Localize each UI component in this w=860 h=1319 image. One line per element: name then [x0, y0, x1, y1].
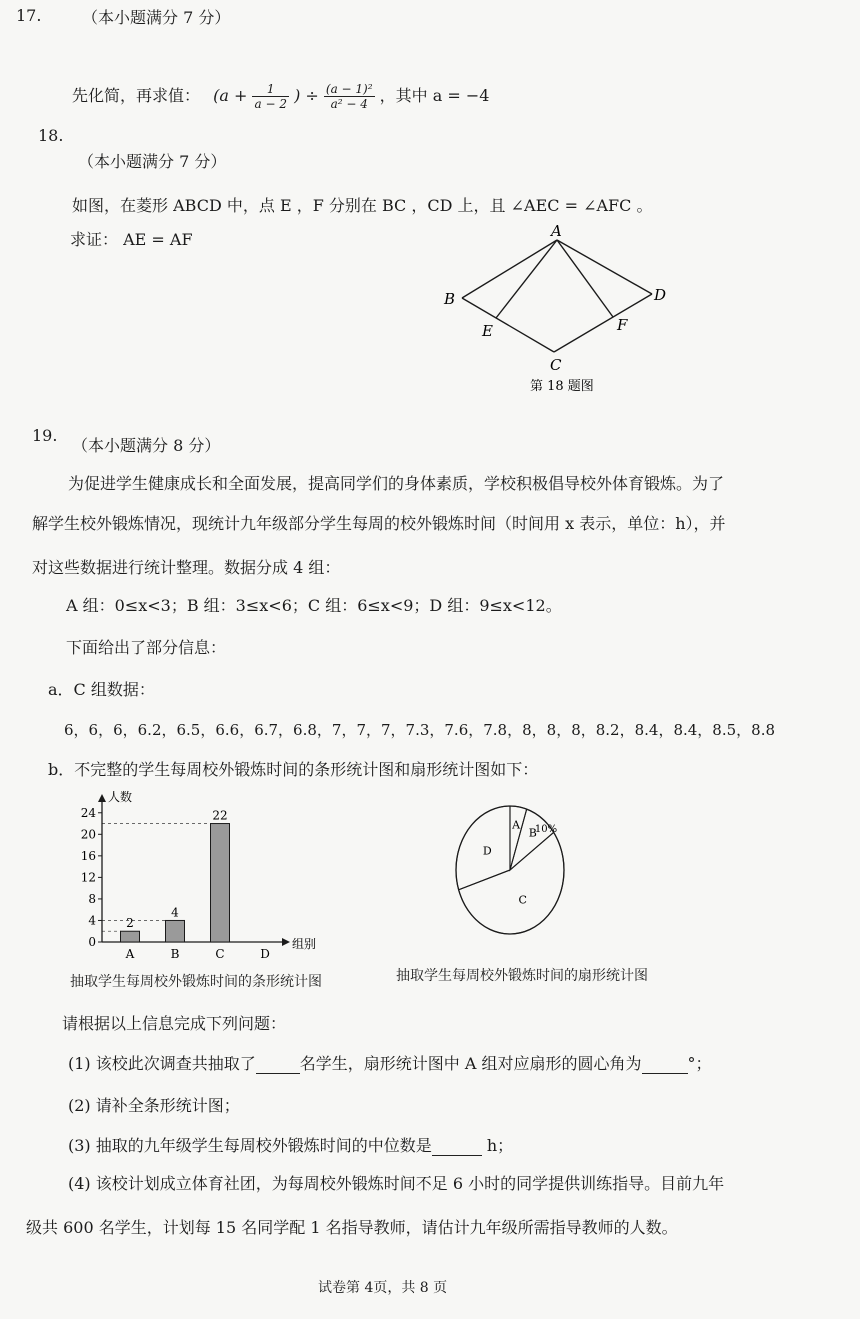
- q17-number: 17.: [16, 6, 42, 25]
- q17-expr-close: ) ÷: [294, 86, 319, 105]
- x-tick-label: D: [260, 947, 270, 961]
- bar: [211, 824, 230, 942]
- q19-sub-4-line-1: (4) 该校计划成立体育社团，为每周校外锻炼时间不足 6 小时的同学提供训练指导。目前九年: [68, 1174, 725, 1193]
- x-axis-label: 组别: [292, 937, 317, 951]
- q19-sub-3-part-a: (3) 抽取的九年级学生每周校外锻炼时间的中位数是: [68, 1136, 432, 1155]
- segment-AF: [557, 240, 613, 317]
- q19-given: 下面给出了部分信息：: [66, 638, 227, 657]
- label-A: A: [551, 222, 562, 240]
- answer-blank-3[interactable]: [432, 1155, 482, 1156]
- q19-sub-1: [68, 1054, 712, 1074]
- figure-caption: 第 18 题图: [530, 379, 594, 394]
- y-tick-label: 16: [80, 848, 96, 863]
- pie-slice-label: B: [528, 826, 537, 840]
- y-tick-label: 12: [80, 870, 96, 885]
- x-tick-label: C: [215, 947, 225, 961]
- bar-chart-bars: [121, 809, 230, 942]
- y-tick-label: 4: [88, 913, 96, 928]
- bar-chart-guides: [102, 824, 211, 932]
- bar-data-label: 22: [212, 808, 228, 823]
- q19-sub-3: [68, 1136, 513, 1156]
- q19-c-data: 6，6，6，6.2，6.5，6.6，6.7，6.8，7，7，7，7.3，7.6，7.8，8，8，8，8.2，8.4，8.4，8.5，8.8: [64, 721, 776, 739]
- edge-AB: [462, 240, 557, 298]
- q19-para-3: 对这些数据进行统计整理。数据分成 4 组：: [32, 558, 341, 577]
- pie-chart-caption: 抽取学生每周校外锻炼时间的扇形统计图: [396, 968, 648, 984]
- pie-slice-label: C: [518, 893, 527, 907]
- q19-number: 19.: [32, 426, 58, 445]
- edge-AD: [557, 240, 652, 294]
- y-tick-label: 0: [88, 935, 96, 949]
- bar-chart-caption: 抽取学生每周校外锻炼时间的条形统计图: [70, 974, 322, 990]
- answer-blank-2[interactable]: [642, 1073, 688, 1074]
- q18-statement: 如图，在菱形 ABCD 中，点 E ，F 分别在 BC ，CD 上，且 ∠AEC = ∠AFC 。: [72, 196, 653, 215]
- label-B: B: [444, 290, 456, 308]
- pie-slice-label: D: [482, 844, 492, 858]
- pie-chart-slices: [456, 806, 564, 934]
- q19-b-label: b．不完整的学生每周校外锻炼时间的条形统计图和扇形统计图如下：: [48, 760, 539, 779]
- x-tick-label: B: [170, 947, 180, 961]
- q19-sub-2: (2) 请补全条形统计图；: [68, 1096, 240, 1115]
- q19-sub-1-part-c: °；: [687, 1054, 712, 1073]
- q17-fraction-1: [252, 82, 288, 111]
- q17-expr-open: (a +: [213, 86, 248, 105]
- q19-sub-3-part-b: h；: [486, 1136, 514, 1155]
- q17-expression: [72, 82, 489, 111]
- q18-number: 18.: [38, 126, 64, 145]
- x-axis-arrow: [282, 938, 290, 946]
- answer-blank-1[interactable]: [256, 1073, 300, 1074]
- pie-chart: [440, 792, 580, 942]
- frac1-denominator: a − 2: [254, 97, 287, 111]
- q17-lead: 先化简，再求值：: [72, 86, 201, 105]
- y-axis-label: 人数: [108, 790, 133, 804]
- x-tick-label: A: [125, 947, 135, 961]
- frac2-denominator: a² − 4: [330, 97, 368, 111]
- label-F: F: [617, 316, 628, 334]
- q19-para-1: 为促进学生健康成长和全面发展，提高同学们的身体素质，学校积极倡导校外体育锻炼。为了: [68, 474, 725, 493]
- edge-BC: [462, 298, 554, 352]
- y-tick-label: 24: [80, 805, 96, 820]
- frac2-numerator: (a − 1)²: [325, 82, 373, 96]
- q19-sub-4-line-2: 级共 600 名学生，计划每 15 名同学配 1 名指导教师，请估计九年级所需指导教师的人数。: [26, 1218, 678, 1237]
- q19-sub-1-part-a: (1) 该校此次调查共抽取了: [68, 1054, 256, 1073]
- bar-data-label: 4: [171, 905, 179, 920]
- q17-fraction-2: [324, 82, 375, 111]
- segment-AE: [496, 240, 557, 318]
- q17-condition: ，其中 a = −4: [379, 86, 490, 105]
- q18-prove: 求证： AE = AF: [70, 230, 193, 249]
- pie-slice-percent: 10%: [534, 823, 558, 835]
- label-D: D: [654, 286, 667, 304]
- y-tick-label: 8: [88, 891, 96, 906]
- bar-chart-axes: [81, 790, 316, 961]
- y-tick-label: 20: [80, 827, 96, 842]
- q19-score: （本小题满分 8 分）: [72, 436, 221, 455]
- frac1-numerator: 1: [252, 82, 288, 97]
- label-E: E: [482, 322, 493, 340]
- rhombus-figure: [430, 218, 690, 398]
- bar: [121, 931, 140, 942]
- q19-ask: 请根据以上信息完成下列问题：: [62, 1014, 287, 1033]
- q19-sub-1-part-b: 名学生，扇形统计图中 A 组对应扇形的圆心角为: [299, 1054, 642, 1073]
- page-footer: 试卷第 4页，共 8 页: [318, 1280, 448, 1296]
- y-axis-arrow: [98, 794, 106, 802]
- q19-groups: A 组：0≤x<3；B 组：3≤x<6；C 组：6≤x<9；D 组：9≤x<12。: [66, 596, 562, 615]
- bar-data-label: 2: [126, 916, 134, 931]
- bar-chart: [60, 790, 350, 970]
- q19-a-label: a．C 组数据：: [48, 680, 155, 699]
- pie-slice-label: A: [512, 818, 521, 832]
- bar: [166, 920, 185, 942]
- q17-score: （本小题满分 7 分）: [82, 8, 231, 27]
- q19-para-2: 解学生校外锻炼情况，现统计九年级部分学生每周的校外锻炼时间（时间用 x 表示，单位：h），并: [32, 514, 726, 533]
- q18-score: （本小题满分 7 分）: [78, 152, 227, 171]
- label-C: C: [550, 356, 562, 374]
